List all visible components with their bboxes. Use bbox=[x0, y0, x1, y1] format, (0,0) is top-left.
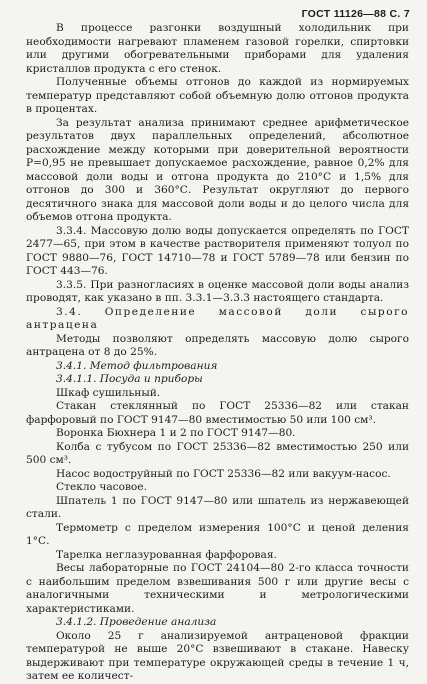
list-item: Стекло часовое. bbox=[56, 481, 147, 493]
subsection-heading-text: 3.4.1. Метод фильтрования bbox=[56, 359, 218, 372]
paragraph: 3.3.5. При разногласиях в оценке массовой доли воды анализ проводят, как указано в пп. 3.3.1—3.3.3 настоящего стандарта. bbox=[26, 278, 409, 304]
list-item: Термометр с пределом измерения 100°С и ценой деления 1°С. bbox=[26, 521, 409, 547]
paragraph: Методы позволяют определять массовую долю сырого антрацена от 8 до 25%. bbox=[26, 332, 409, 358]
paragraph: За результат анализа принимают среднее арифметическое результатов двух параллельных определений, абсолютное расхождение между которыми при доверительной вероятности P=0,95 не превышает допускаемое расхождение, равное 0,2% для массовой доли воды и отгона продукта до 210°С и 1,5% для отгонов до 300 и 360°С. Результат округляют до первого десятичного знака для массовой доли воды и до целого числа для объемов отгона продукта. bbox=[26, 116, 409, 223]
subsection-heading bbox=[26, 616, 409, 630]
section-heading: 3.4. Определение массовой доли сырого антрацена bbox=[26, 305, 409, 331]
subsection-heading-text: 3.4.1.1. Посуда и приборы bbox=[56, 373, 203, 385]
list-item: Насос водоструйный по ГОСТ 25336—82 или вакуум-насос. bbox=[56, 467, 391, 480]
list-item: Воронка Бюхнера 1 и 2 по ГОСТ 9147—80. bbox=[56, 427, 296, 439]
list-item: Тарелка неглазурованная фарфоровая. bbox=[56, 548, 277, 561]
paragraph: Полученные объемы отгонов до каждой из нормируемых температур представляют собой объемную долю отгонов продукта в процентах. bbox=[26, 76, 409, 115]
list-item: Стакан стеклянный по ГОСТ 25336—82 или стакан фарфоровый по ГОСТ 9147—80 вместимостью 50 или 100 см³. bbox=[26, 400, 409, 426]
list-item: Колба с тубусом по ГОСТ 25336—82 вместимостью 250 или 500 см³. bbox=[26, 440, 409, 466]
list-item: Шпатель 1 по ГОСТ 9147—80 или шпатель из нержавеющей стали. bbox=[26, 494, 409, 520]
paragraph: 3.3.4. Массовую долю воды допускается определять по ГОСТ 2477—65, при этом в качестве растворителя применяют толуол по ГОСТ 9880—76, ГОСТ 14710—78 и ГОСТ 5789—78 или бензин по ГОСТ 443—76. bbox=[26, 224, 409, 277]
subsection-heading bbox=[26, 360, 409, 374]
page-header: ГОСТ 11126—88 С. 7 bbox=[301, 8, 410, 20]
subsection-heading bbox=[26, 373, 409, 387]
list-item: Весы лабораторные по ГОСТ 24104—80 2-го класса точности с наибольшим пределом взвешивания 500 г или другие весы с аналогичными техническими и метрологическими характеристиками. bbox=[26, 562, 409, 615]
paragraph: В процессе разгонки воздушный холодильник при необходимости нагревают пламенем газовой горелки, спиртовки или другими обогревательными приборами для удаления кристаллов продукта с его стенок. bbox=[26, 22, 409, 75]
list-item: Шкаф сушильный. bbox=[56, 386, 161, 399]
paragraph: Около 25 г анализируемой антраценовой фракции температурой не выше 20°С взвешивают в стакане. Навеску выдерживают при температуре окружающей среды в течение 1 ч, затем ее количест- bbox=[26, 629, 409, 682]
subsection-heading-text: 3.4.1.2. Проведение анализа bbox=[56, 616, 217, 628]
